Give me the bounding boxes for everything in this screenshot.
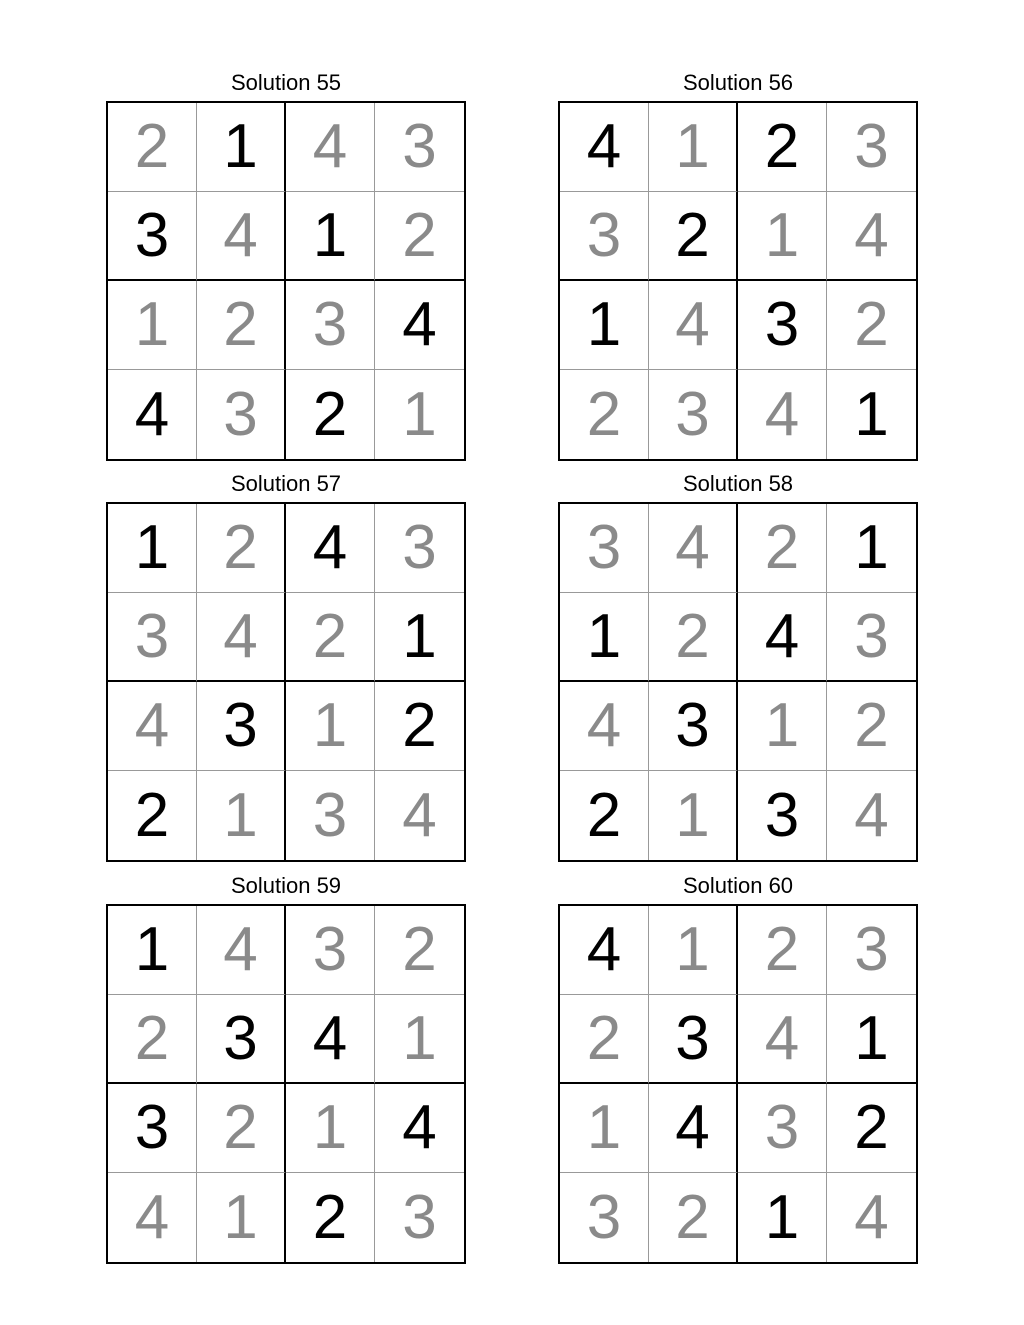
given-cell: 4 [560,906,649,995]
given-cell: 1 [108,906,197,995]
puzzle-title: Solution 59 [230,873,342,898]
solution-cell: 2 [375,192,464,281]
solution-cell: 2 [197,281,286,370]
sudoku-solution-60 [558,873,918,1264]
given-cell: 4 [560,103,649,192]
solution-cell: 2 [649,1173,738,1262]
solution-cell: 3 [375,504,464,593]
solution-cell: 4 [402,780,437,850]
solution-cell: 3 [286,771,375,860]
given-cell: 4 [738,593,827,682]
given-cell: 1 [827,995,916,1084]
given-cell: 1 [827,504,916,593]
solution-cell: 2 [560,370,649,459]
solution-cell: 4 [854,1182,889,1252]
given-cell: 1 [108,504,197,593]
given-cell: 2 [827,1084,916,1173]
solution-cell: 1 [286,682,375,771]
given-cell: 1 [197,103,286,192]
solution-cell: 4 [108,682,197,771]
solution-cell: 2 [108,103,197,192]
given-cell: 4 [286,504,375,593]
solution-cell: 1 [649,906,738,995]
solution-cell: 4 [286,103,375,192]
given-cell: 3 [738,771,827,860]
given-cell: 4 [375,1084,464,1173]
solution-cell: 1 [197,771,286,860]
solution-cell: 3 [560,192,649,281]
sudoku-grid [558,101,918,461]
given-cell: 2 [375,682,464,771]
solution-cell: 1 [738,192,827,281]
solution-cell: 2 [738,504,827,593]
solution-cell: 2 [827,682,916,771]
given-cell: 3 [197,995,286,1084]
puzzle-title: Solution 60 [682,873,794,898]
solution-cell: 4 [854,780,889,850]
given-cell: 3 [649,682,738,771]
solution-cell: 3 [560,504,649,593]
solution-cell: 1 [738,682,827,771]
given-cell: 3 [108,1084,197,1173]
solution-cell: 1 [649,771,738,860]
solution-cell: 3 [286,906,375,995]
given-cell: 2 [108,771,197,860]
given-cell: 1 [286,192,375,281]
sudoku-solution-59 [106,873,466,1264]
given-cell: 3 [108,192,197,281]
given-cell: 1 [854,379,889,449]
sudoku-solution-57 [106,471,466,862]
sudoku-grid [558,502,918,862]
solution-cell: 2 [827,281,916,370]
given-cell: 4 [108,370,197,459]
sudoku-solution-58 [558,471,918,862]
puzzle-title: Solution 57 [230,471,342,496]
solution-cell: 2 [649,593,738,682]
given-cell: 4 [286,995,375,1084]
given-cell: 3 [197,682,286,771]
given-cell: 3 [649,995,738,1084]
given-cell: 2 [286,370,375,459]
solution-cell: 4 [197,192,286,281]
solution-cell: 1 [560,1084,649,1173]
puzzle-title: Solution 58 [682,471,794,496]
sudoku-grid [558,904,918,1264]
given-cell: 2 [286,1173,375,1262]
solution-cell: 3 [827,103,916,192]
solution-cell: 1 [197,1173,286,1262]
puzzle-title: Solution 56 [682,70,794,95]
solution-cell: 4 [738,370,827,459]
solution-cell: 3 [649,370,738,459]
sudoku-grid [106,101,466,461]
solution-cell: 4 [827,192,916,281]
solution-cell: 4 [649,504,738,593]
solution-cell: 1 [649,103,738,192]
solution-cell: 4 [738,995,827,1084]
solution-cell: 3 [108,593,197,682]
given-cell: 1 [375,593,464,682]
solution-cell: 2 [738,906,827,995]
solution-cell: 3 [560,1173,649,1262]
solution-cell: 3 [402,1182,437,1252]
sudoku-solution-55 [106,70,466,461]
given-cell: 1 [560,281,649,370]
given-cell: 4 [649,1084,738,1173]
solution-cell: 4 [560,682,649,771]
solution-cell: 3 [197,370,286,459]
solution-cell: 2 [375,906,464,995]
solution-cell: 1 [375,995,464,1084]
given-cell: 1 [738,1173,827,1262]
solution-cell: 4 [197,906,286,995]
solution-cell: 1 [108,281,197,370]
solution-cell: 3 [827,593,916,682]
solution-cell: 3 [738,1084,827,1173]
solution-cell: 3 [286,281,375,370]
given-cell: 4 [375,281,464,370]
given-cell: 1 [560,593,649,682]
solution-cell: 1 [286,1084,375,1173]
puzzle-title: Solution 55 [230,70,342,95]
solution-cell: 3 [375,103,464,192]
solution-cell: 3 [827,906,916,995]
given-cell: 2 [649,192,738,281]
solution-cell: 2 [108,995,197,1084]
sudoku-solution-56 [558,70,918,461]
solution-cell: 4 [649,281,738,370]
solution-cell: 2 [197,504,286,593]
solution-cell: 4 [197,593,286,682]
solution-cell: 2 [560,995,649,1084]
solution-cell: 2 [286,593,375,682]
sudoku-grid [106,502,466,862]
solution-cell: 2 [197,1084,286,1173]
solution-cell: 4 [108,1173,197,1262]
given-cell: 2 [738,103,827,192]
sudoku-grid [106,904,466,1264]
given-cell: 3 [738,281,827,370]
solution-cell: 1 [402,379,437,449]
given-cell: 2 [560,771,649,860]
